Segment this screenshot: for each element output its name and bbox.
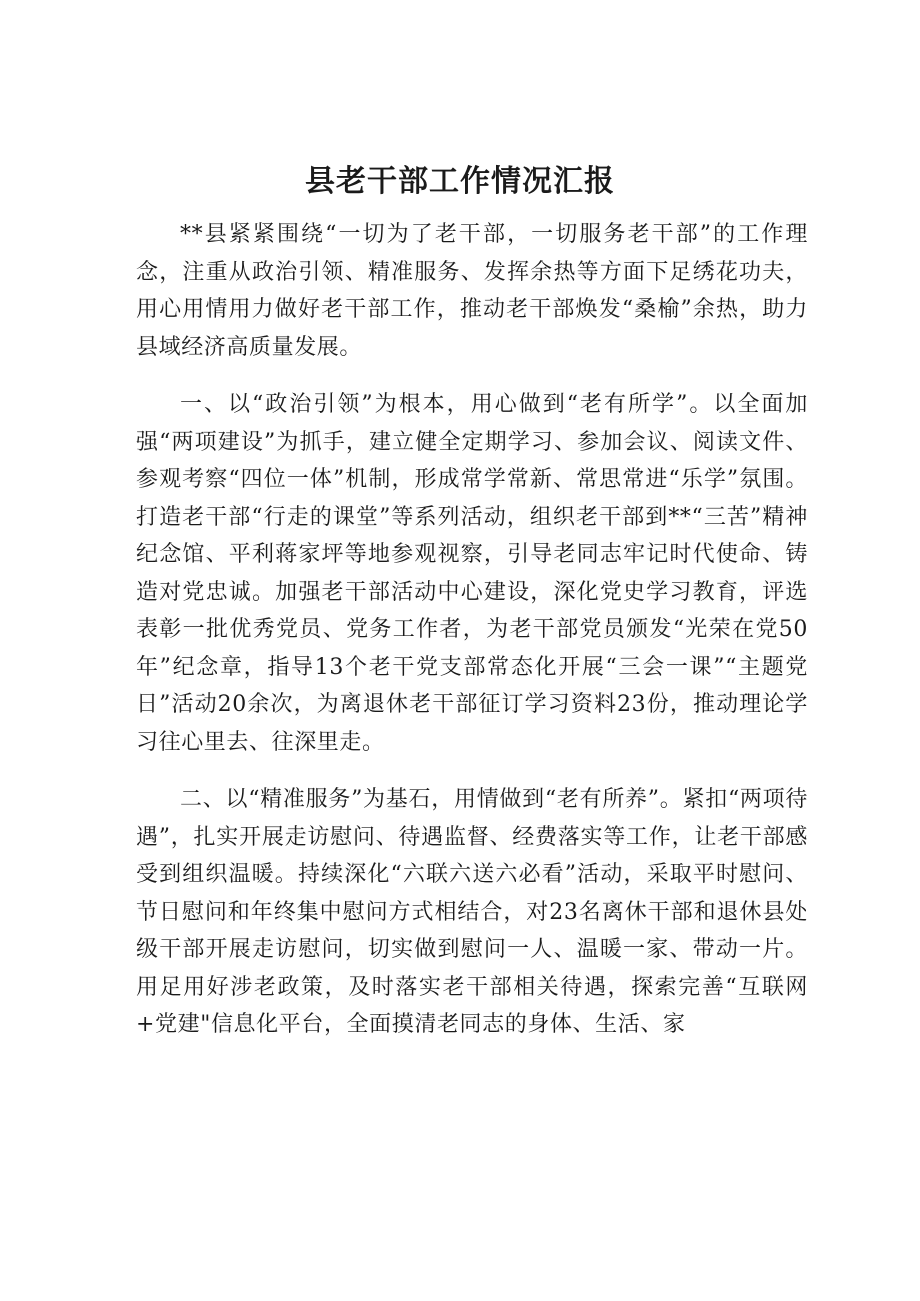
document-title: 县老干部工作情况汇报 [305, 164, 615, 199]
document-body [136, 216, 808, 1064]
paragraph-section-one: 一、以“政治引领”为根本，用心做到“老有所学”。以全面加强“两项建设”为抓手，建立健全定期学习、参加会议、阅读文件、参观考察“四位一体”机制，形成常学常新、常思常进“乐学”氛围。打造老干部“行走的课堂”等系列活动，组织老干部到**“三苦”精神纪念馆、平利蒋家坪等地参观视察，引导老同志牢记时代使命、铸造对党忠诚。加强老干部活动中心建设，深化党史学习教育，评选表彰一批优秀党员、党务工作者，为老干部党员颁发“光荣在党50年”纪念章，指导13个老干党支部常态化开展“三会一课”“主题党日”活动20余次，为离退休老干部征订学习资料23份，推动理论学习往心里去、往深里走。 [136, 392, 808, 755]
paragraph-section-two: 二、以“精准服务”为基石，用情做到“老有所养”。紧扣“两项待遇”，扎实开展走访慰问、待遇监督、经费落实等工作，让老干部感受到组织温暖。持续深化“六联六送六必看”活动，采取平时慰问、节日慰问和年终集中慰问方式相结合，对23名离休干部和退休县处级干部开展走访慰问，切实做到慰问一人、温暖一家、带动一片。用足用好涉老政策，及时落实老干部相关待遇，探索完善“互联网+党建"信息化平台，全面摸清老同志的身体、生活、家 [136, 787, 808, 1037]
paragraph-intro: **县紧紧围绕“一切为了老干部，一切服务老干部”的工作理念，注重从政治引领、精准服务、发挥余热等方面下足绣花功夫，用心用情用力做好老干部工作，推动老干部焕发“桑榆”余热，助力县域经济高质量发展。 [136, 222, 808, 360]
